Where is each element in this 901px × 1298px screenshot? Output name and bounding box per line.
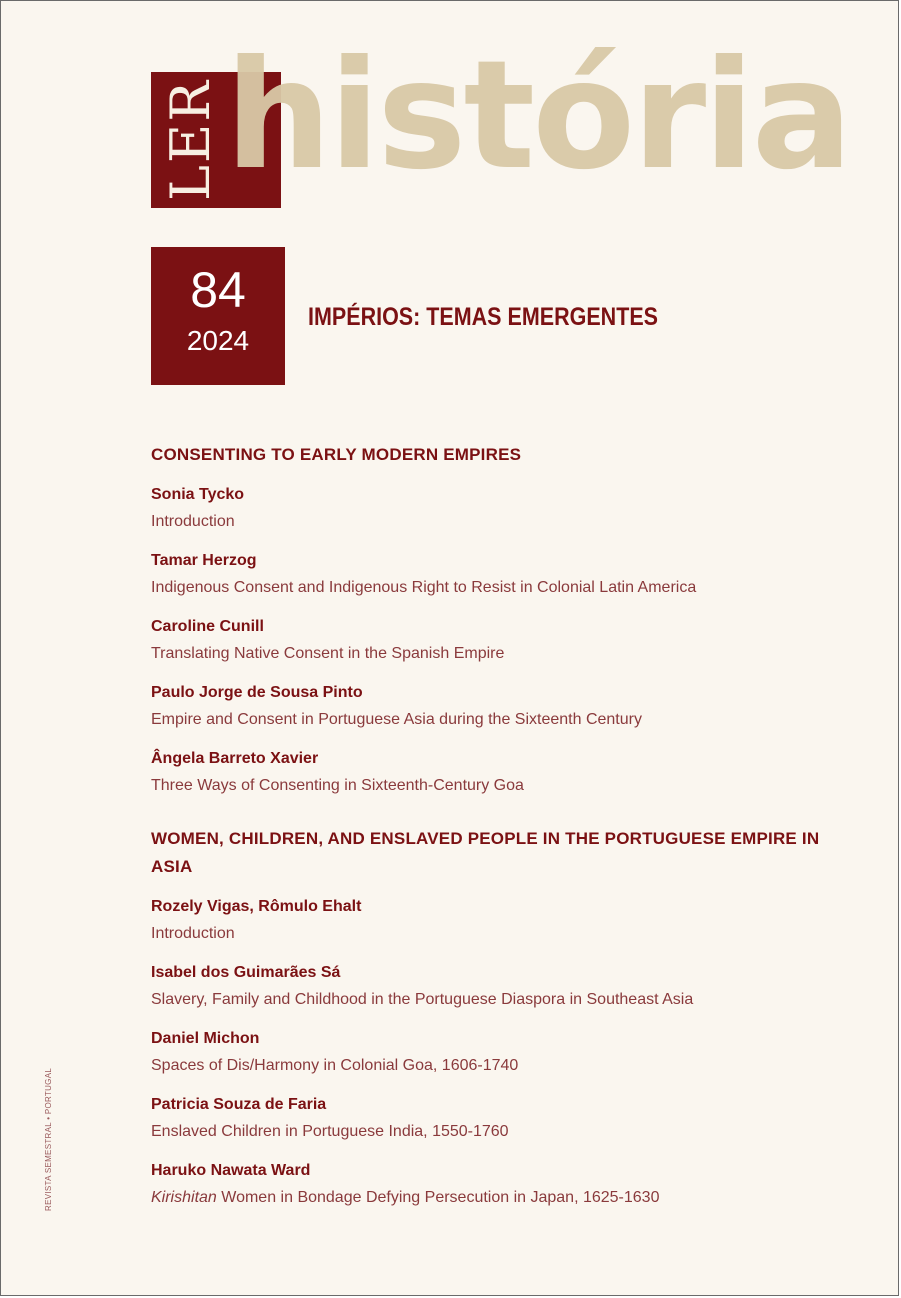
spine-text: REVISTA SEMESTRAL • PORTUGAL [44,1067,53,1211]
toc-entry [151,893,851,948]
toc-entry [151,481,851,536]
entry-author: Tamar Herzog [151,552,257,569]
entry-title: Slavery, Family and Childhood in the Portuguese Diaspora in Southeast Asia [151,991,694,1008]
toc-entry [151,1157,851,1212]
entry-author: Patricia Souza de Faria [151,1096,327,1113]
logo-historia: história [225,29,850,203]
entry-author: Haruko Nawata Ward [151,1162,311,1179]
entry-title: Translating Native Consent in the Spanish Empire [151,645,505,662]
entry-title-rest: Women in Bondage Defying Persecution in Japan, 1625-1630 [216,1189,660,1206]
toc-entry [151,1025,851,1080]
entry-title: Three Ways of Consenting in Sixteenth-Century Goa [151,777,524,794]
entry-author: Rozely Vigas, Rômulo Ehalt [151,898,362,915]
toc-entry [151,613,851,668]
entry-title: Spaces of Dis/Harmony in Colonial Goa, 1606-1740 [151,1057,519,1074]
entry-author: Sonia Tycko [151,486,245,503]
table-of-contents [151,441,851,1237]
entry-title [151,1184,851,1212]
section-title: CONSENTING TO EARLY MODERN EMPIRES [151,445,522,464]
toc-entry [151,959,851,1014]
issue-year: 2024 [186,325,250,356]
entry-author: Paulo Jorge de Sousa Pinto [151,684,363,701]
issue-theme: IMPÉRIOS: TEMAS EMERGENTES [308,303,659,331]
toc-entry [151,679,851,734]
entry-author: Isabel dos Guimarães Sá [151,964,341,981]
toc-entry [151,547,851,602]
entry-author: Ângela Barreto Xavier [151,750,319,767]
entry-author: Caroline Cunill [151,618,264,635]
logo-ler-text: LER [159,79,222,201]
issue-number: 84 [190,262,246,318]
toc-entry [151,745,851,800]
toc-entry [151,1091,851,1146]
entry-title-italic: Kirishitan [151,1189,217,1206]
entry-title: Enslaved Children in Portuguese India, 1550-1760 [151,1123,509,1140]
issue-badge [151,247,285,385]
entry-title: Introduction [151,513,235,530]
entry-title: Indigenous Consent and Indigenous Right to Resist in Colonial Latin America [151,579,697,596]
entry-title: Introduction [151,925,235,942]
entry-title: Empire and Consent in Portuguese Asia during the Sixteenth Century [151,711,642,728]
section-title: WOMEN, CHILDREN, AND ENSLAVED PEOPLE IN THE PORTUGUESE EMPIRE IN ASIA [151,829,820,876]
logo-ler [151,72,231,208]
entry-author: Daniel Michon [151,1030,260,1047]
section-consenting [151,441,851,800]
section-women-children [151,825,851,1212]
